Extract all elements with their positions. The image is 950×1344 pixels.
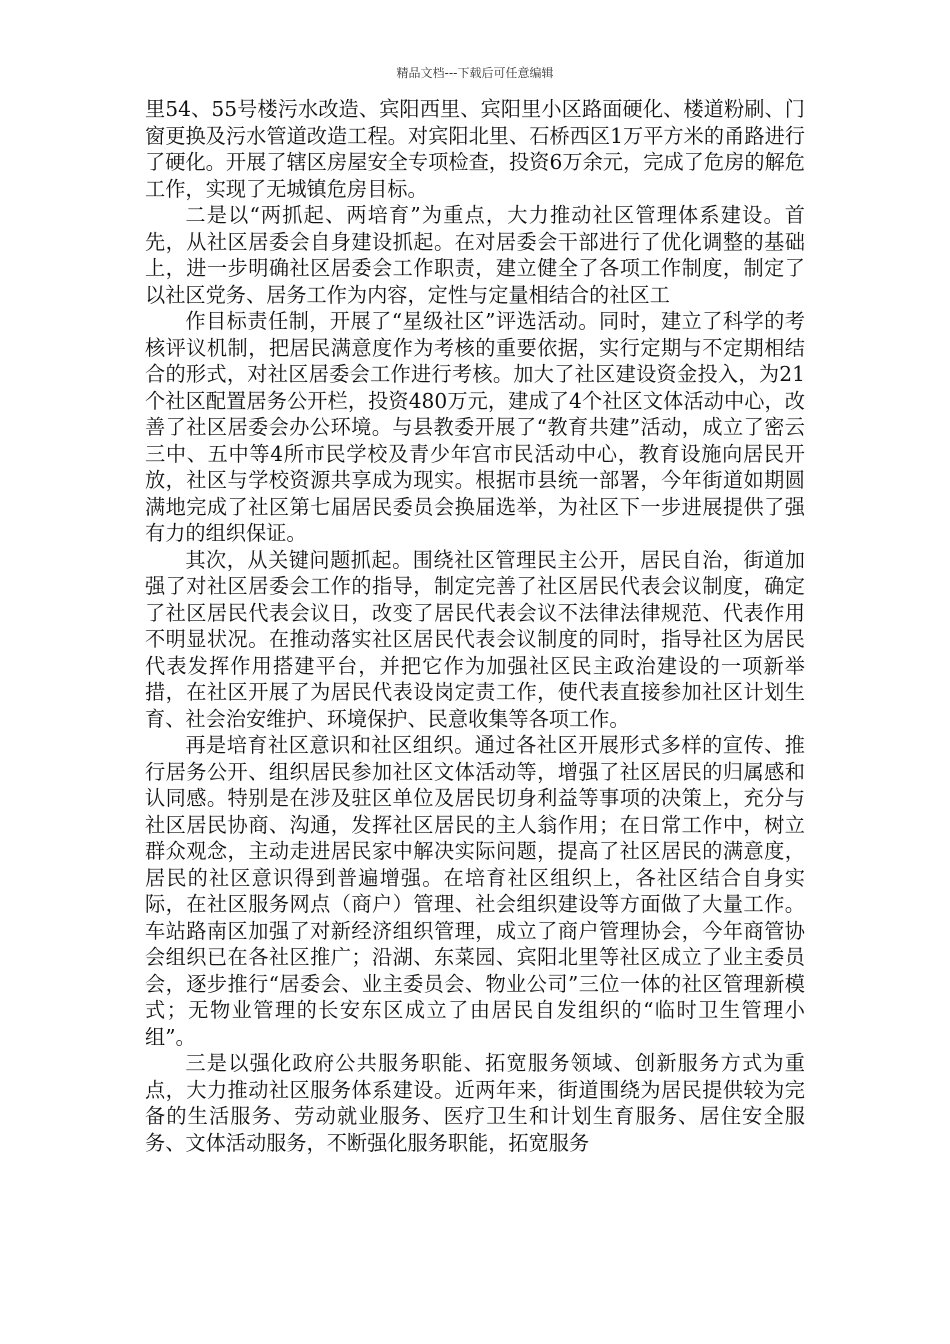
paragraph-5: 再是培育社区意识和社区组织。通过各社区开展形式多样的宣传、推行居务公开、组织居民参加社区文体活动等，增强了社区居民的归属感和认同感。特别是在涉及驻区单位及居民切身利益等事项的决策上，充分与社区居民协商、沟通，发挥社区居民的主人翁作用；在日常工作中，树立群众观念，主动走进居民家中解决实际问题，提高了社区居民的满意度，居民的社区意识得到普遍增强。在培育社区组织上，各社区结合自身实际，在社区服务网点（商户）管理、社会组织建设等方面做了大量工作。车站路南区加强了对新经济组织管理，成立了商户管理协会，今年商管协会组织已在各社区推广；沿湖、东菜园、宾阳北里等社区成立了业主委员会，逐步推行“居委会、业主委员会、物业公司”三位一体的社区管理新模式；无物业管理的长安东区成立了由居民自发组织的“临时卫生管理小组”。 — [145, 733, 805, 1049]
paragraph-4: 其次，从关键问题抓起。围绕社区管理民主公开，居民自治，街道加强了对社区居委会工作的指导，制定完善了社区居民代表会议制度，确定了社区居民代表会议日，改变了居民代表会议不法律法律规范、代表作用不明显状况。在推动落实社区居民代表会议制度的同时，指导社区为居民代表发挥作用搭建平台，并把它作为加强社区民主政治建设的一项新举措，在社区开展了为居民代表设岗定责工作，使代表直接参加社区计划生育、社会治安维护、环境保护、民意收集等各项工作。 — [145, 547, 805, 731]
page-header: 精品文档---下载后可任意编辑 — [396, 66, 554, 80]
document-body — [145, 96, 805, 1156]
paragraph-3: 作目标责任制，开展了“星级社区”评选活动。同时，建立了科学的考核评议机制，把居民满意度作为考核的重要依据，实行定期与不定期相结合的形式，对社区居委会工作进行考核。加大了社区建设资金投入，为21个社区配置居务公开栏，投资480万元，建成了4个社区文体活动中心，改善了社区居委会办公环境。与县教委开展了“教育共建”活动，成立了密云三中、五中等4所市民学校及青少年宫市民活动中心，教育设施向居民开放，社区与学校资源共享成为现实。根据市县统一部署，今年街道如期圆满地完成了社区第七届居民委员会换届选举，为社区下一步进展提供了强有力的组织保证。 — [145, 309, 805, 545]
paragraph-1: 里54、55号楼污水改造、宾阳西里、宾阳里小区路面硬化、楼道粉刷、门窗更换及污水管道改造工程。对宾阳北里、石桥西区1万平方米的甬路进行了硬化。开展了辖区房屋安全专项检查，投资6万余元，完成了危房的解危工作，实现了无城镇危房目标。 — [145, 97, 805, 201]
paragraph-2: 二是以“两抓起、两培育”为重点，大力推动社区管理体系建设。首先，从社区居委会自身建设抓起。在对居委会干部进行了优化调整的基础上，进一步明确社区居委会工作职责，建立健全了各项工作制度，制定了以社区党务、居务工作为内容，定性与定量相结合的社区工 — [145, 203, 805, 307]
paragraph-6: 三是以强化政府公共服务职能、拓宽服务领域、创新服务方式为重点，大力推动社区服务体系建设。近两年来，街道围绕为居民提供较为完备的生活服务、劳动就业服务、医疗卫生和计划生育服务、居住安全服务、文体活动服务，不断强化服务职能，拓宽服务 — [145, 1051, 805, 1155]
